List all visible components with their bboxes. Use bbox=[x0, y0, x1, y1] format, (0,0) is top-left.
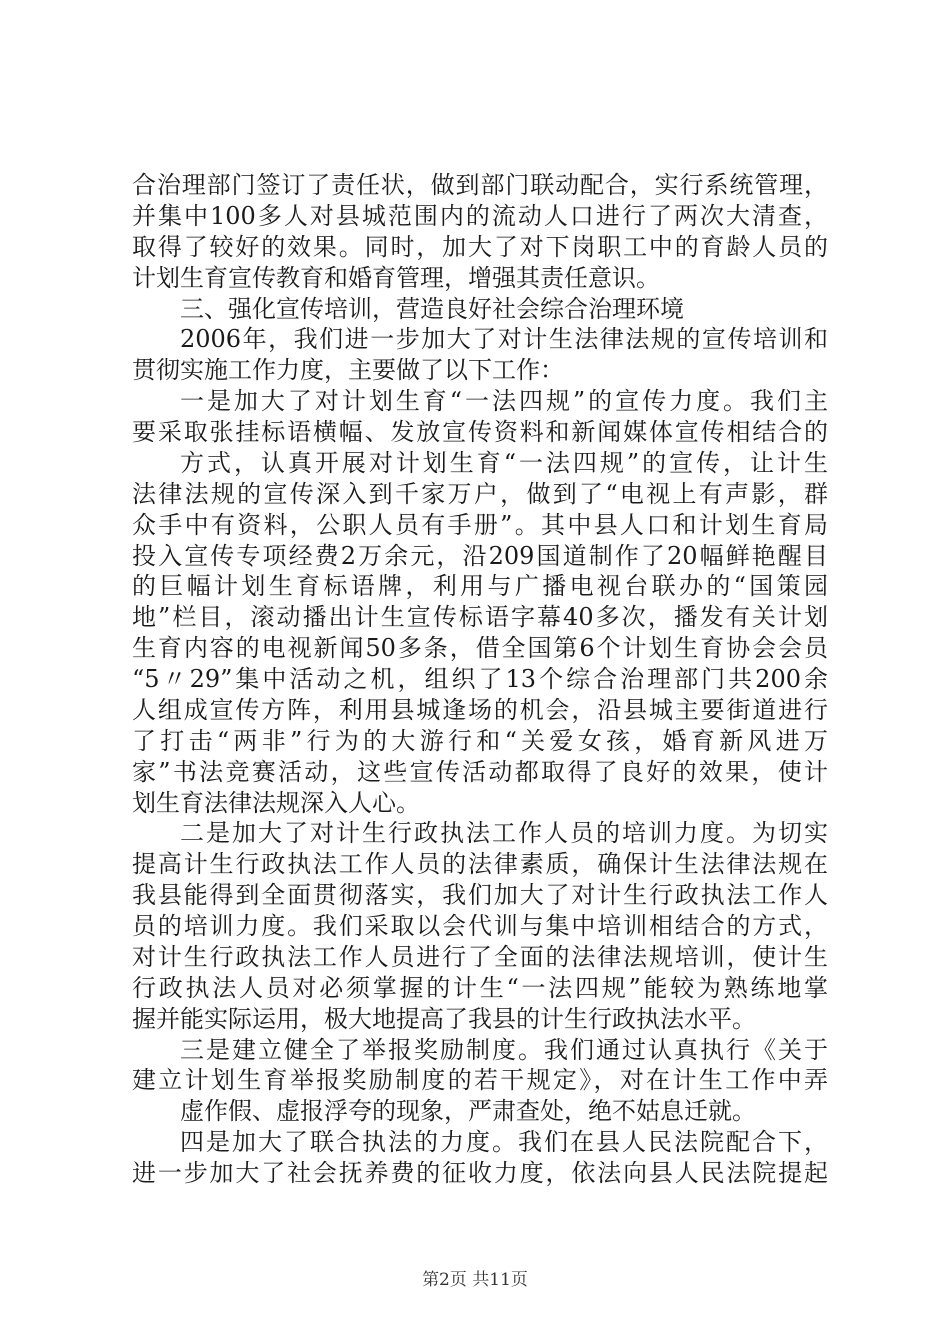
line-text: 家”书法竞赛活动，这些宣传活动都取得了良好的效果，使计 bbox=[132, 758, 828, 786]
line-text: 取得了较好的效果。同时，加大了对下岗职工中的育龄人员的 bbox=[132, 233, 828, 261]
line-text: 了打击“两非”行为的大游行和“关爱女孩，婚育新风进万 bbox=[132, 727, 828, 755]
page-number-footer: 第2页 共11页 bbox=[422, 1270, 528, 1290]
line-text: 一是加大了对计划生育“一法四规”的宣传力度。我们主 bbox=[180, 387, 828, 415]
line-text: 并集中100多人对县城范围内的流动人口进行了两次大清查， bbox=[132, 202, 828, 230]
line-text: 人组成宣传方阵，利用县城逢场的机会，沿县城主要街道进行 bbox=[132, 696, 828, 724]
line-text: 划生育法律法规深入人心。 bbox=[132, 789, 420, 817]
line-text: 方式，认真开展对计划生育“一法四规”的宣传，让计生 bbox=[180, 449, 828, 477]
line-text: 的巨幅计划生育标语牌，利用与广播电视台联办的“国策园 bbox=[132, 572, 828, 600]
line-text: 生育内容的电视新闻50多条，借全国第6个计划生育协会会员 bbox=[132, 634, 828, 662]
line-text: 要采取张挂标语横幅、发放宣传资料和新闻媒体宣传相结合的 bbox=[132, 418, 828, 446]
line-text: 众手中有资料，公职人员有手册”。其中县人口和计划生育局 bbox=[132, 511, 828, 539]
heading-text: 三、强化宣传培训，营造良好社会综合治理环境 bbox=[180, 295, 684, 323]
line-text: 握并能实际运用，极大地提高了我县的计生行政执法水平。 bbox=[132, 1005, 756, 1033]
line-text: 员的培训力度。我们采取以会代训与集中培训相结合的方式， bbox=[132, 912, 828, 940]
line-text: 进一步加大了社会抚养费的征收力度，依法向县人民法院提起 bbox=[132, 1159, 828, 1187]
line-text: 行政执法人员对必须掌握的计生“一法四规”能较为熟练地掌 bbox=[132, 974, 828, 1002]
line-text: 提高计生行政执法工作人员的法律素质，确保计生法律法规在 bbox=[132, 850, 828, 878]
line-text: 计划生育宣传教育和婚育管理，增强其责任意识。 bbox=[132, 264, 660, 292]
line-text: 四是加大了联合执法的力度。我们在县人民法院配合下， bbox=[180, 1128, 828, 1156]
line-text: 地”栏目，滚动播出计生宣传标语字幕40多次，播发有关计划 bbox=[132, 603, 828, 631]
line-text: 投入宣传专项经费2万余元，沿209国道制作了20幅鲜艳醒目 bbox=[132, 542, 828, 570]
line-text: 虚作假、虚报浮夸的现象，严肃查处，绝不姑息迁就。 bbox=[180, 1097, 756, 1125]
line-text: 2006年，我们进一步加大了对计生法律法规的宣传培训和 bbox=[180, 325, 828, 353]
line-text: 三是建立健全了举报奖励制度。我们通过认真执行《关于 bbox=[180, 1036, 828, 1064]
line-text: 贯彻实施工作力度，主要做了以下工作： bbox=[132, 356, 564, 384]
line-text: “5〃29”集中活动之机，组织了13个综合治理部门共200余 bbox=[132, 665, 828, 693]
line-text: 我县能得到全面贯彻落实，我们加大了对计生行政执法工作人 bbox=[132, 881, 828, 909]
line-text: 对计生行政执法工作人员进行了全面的法律法规培训，使计生 bbox=[132, 943, 828, 971]
line-text: 法律法规的宣传深入到千家万户，做到了“电视上有声影，群 bbox=[132, 480, 828, 508]
text-line bbox=[0, 1155, 950, 1191]
line-text: 建立计划生育举报奖励制度的若干规定》，对在计生工作中弄 bbox=[132, 1066, 828, 1094]
line-text: 合治理部门签订了责任状，做到部门联动配合，实行系统管理， bbox=[132, 171, 828, 199]
line-text: 二是加大了对计生行政执法工作人员的培训力度。为切实 bbox=[180, 819, 828, 847]
